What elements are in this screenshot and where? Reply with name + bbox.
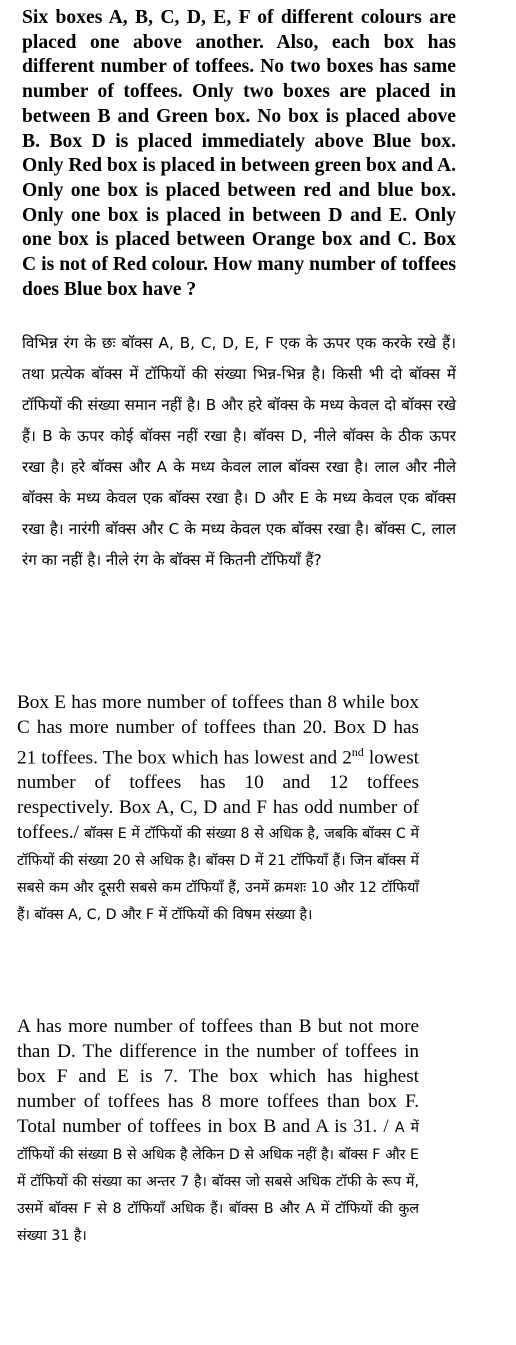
clue2-english: A has more number of toffees than B but not more than D. The difference in the number of toffees in box F and E is 7. The box which has highest number of toffees has 8 more toffees than box F. Total number of toffees in box B and A is 31. / [17, 1016, 419, 1137]
clue1-hindi: बॉक्स E में टॉफियों की संख्या 8 से अधिक है, जबकि बॉक्स C में टॉफियों की संख्या 20 से अधिक है। बॉक्स D में 21 टॉफियाँ हैं। जिन बॉक्स में सबसे कम और दूसरी सबसे कम टॉफियाँ हैं, उनमें क्रमशः 10 और 12 टॉफियाँ हैं। बॉक्स A, C, D और F में टॉफियों की विषम संख्या है। [17, 826, 419, 924]
clue1-english-part-b: lowest number of toffees has 10 and 12 toffees respectively. Box A, C, D and F has odd number of toffees./ [17, 747, 419, 844]
clue-paragraph-2 [17, 1014, 419, 1249]
clue1-english-part-a: Box E has more number of toffees than 8 while box C has more number of toffees than 20. Box D has 21 toffees. The box which has lowest and 2 [17, 692, 419, 769]
clue2-hindi: A में टॉफियों की संख्या B से अधिक है लेकिन D से अधिक नहीं है। बॉक्स F और E में टॉफियों की संख्या का अन्तर 7 है। बॉक्स जो सबसे अधिक टॉफी के रूप में, उसमें बॉक्स F से 8 टॉफियाँ अधिक हैं। बॉक्स B और A में टॉफियों की कुल संख्या 31 है। [17, 1120, 419, 1244]
clue-paragraph-1 [17, 690, 419, 928]
clue1-superscript: nd [351, 745, 364, 759]
question-english: Six boxes A, B, C, D, E, F of different colours are placed one above another. Also, each box has different number of toffees. No two boxes has same number of toffees. Only two boxes are placed in between B and Green box. No box is placed above B. Box D is placed immediately above Blue box. Only Red box is placed in between green box and A. Only one box is placed between red and blue box. Only one box is placed in between D and E. Only one box is placed between Orange box and C. Box C is not of Red colour. How many number of toffees does Blue box have ? [22, 7, 456, 300]
question-hindi: विभिन्न रंग के छः बॉक्स A, B, C, D, E, F एक के ऊपर एक करके रखे हैं। तथा प्रत्येक बॉक्स में टॉफियों की संख्या भिन्न-भिन्न है। किसी भी दो बॉक्स में टॉफियों की संख्या समान नहीं है। B और हरे बॉक्स के मध्य केवल दो बॉक्स रखे हैं। B के ऊपर कोई बॉक्स नहीं रखा है। बॉक्स D, नीले बॉक्स के ठीक ऊपर रखा है। हरे बॉक्स और A के मध्य केवल लाल बॉक्स रखा है। लाल और नीले बॉक्स के मध्य केवल एक बॉक्स रखा है। D और E के मध्य केवल एक बॉक्स रखा है। नारंगी बॉक्स और C के मध्य केवल एक बॉक्स रखा है। बॉक्स C, लाल रंग का नहीं है। नीले रंग के बॉक्स में कितनी टॉफियाँ हैं? [22, 334, 456, 569]
